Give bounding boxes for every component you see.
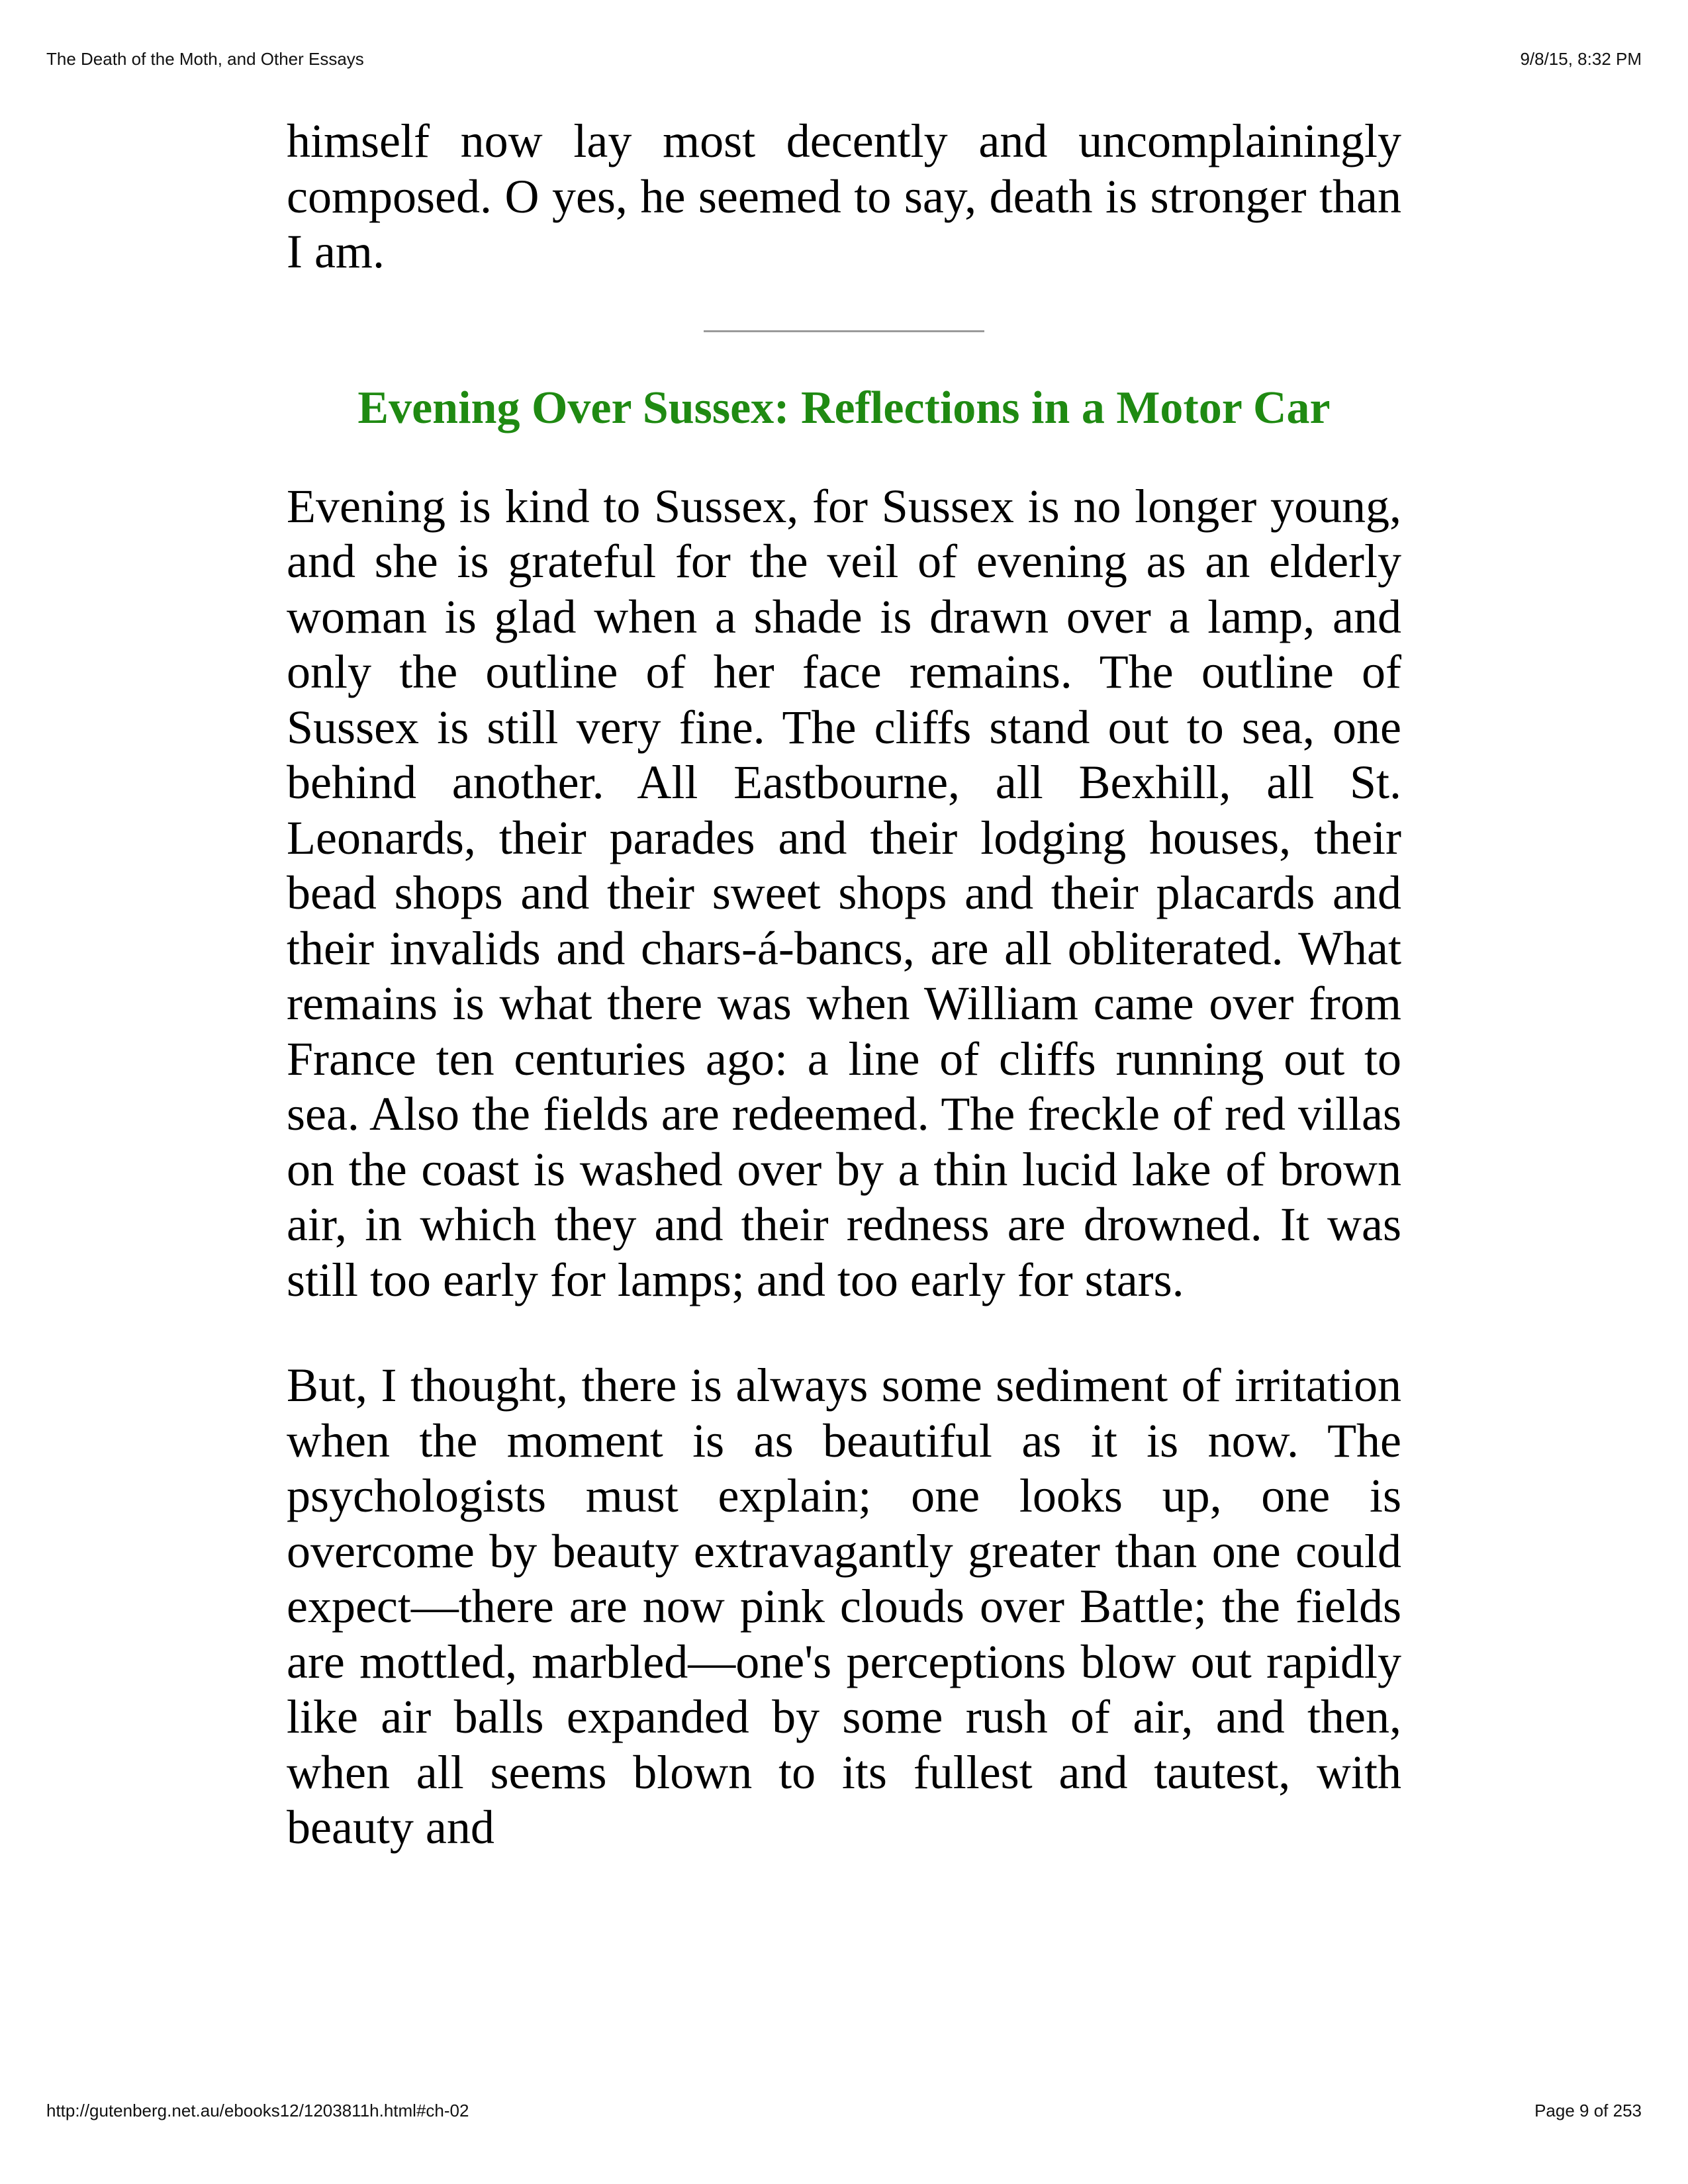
page-content — [287, 114, 1401, 1856]
essay-title: Evening Over Sussex: Reflections in a Motor Car — [357, 382, 1331, 433]
continued-paragraph: himself now lay most decently and uncomplainingly composed. O yes, he seemed to say, death is stronger than I am. — [287, 114, 1401, 278]
document-title: The Death of the Moth, and Other Essays — [46, 49, 364, 69]
body-paragraph: But, I thought, there is always some sediment of irritation when the moment is as beautiful as it is now. The psychologists must explain; one looks up, one is overcome by beauty extravagantly greater than one could expect—there are now pink clouds over Battle; the fields are mottled, marbled—one's perceptions blow out rapidly like air balls expanded by some rush of air, and then, when all seems blown to its fullest and tautest, with beauty and — [287, 1359, 1401, 1854]
print-header — [46, 49, 1642, 69]
section-divider — [704, 330, 984, 332]
source-url: http://gutenberg.net.au/ebooks12/1203811h.html#ch-02 — [46, 2101, 469, 2120]
print-footer — [46, 2101, 1642, 2121]
page-number: Page 9 of 253 — [1534, 2101, 1642, 2120]
body-paragraph: Evening is kind to Sussex, for Sussex is no longer young, and she is grateful for the veil of evening as an elderly woman is glad when a shade is drawn over a lamp, and only the outline of her face remains. The outline of Sussex is still very fine. The cliffs stand out to sea, one behind another. All Eastbourne, all Bexhill, all St. Leonards, their parades and their lodging houses, their bead shops and their sweet shops and their placards and their invalids and chars-á-bancs, are all obliterated. What remains is what there was when William came over from France ten centuries ago: a line of cliffs running out to sea. Also the fields are redeemed. The freckle of red villas on the coast is washed over by a thin lucid lake of brown air, in which they and their redness are drowned. It was still too early for lamps; and too early for stars. — [287, 479, 1401, 1306]
print-datetime: 9/8/15, 8:32 PM — [1520, 49, 1642, 69]
